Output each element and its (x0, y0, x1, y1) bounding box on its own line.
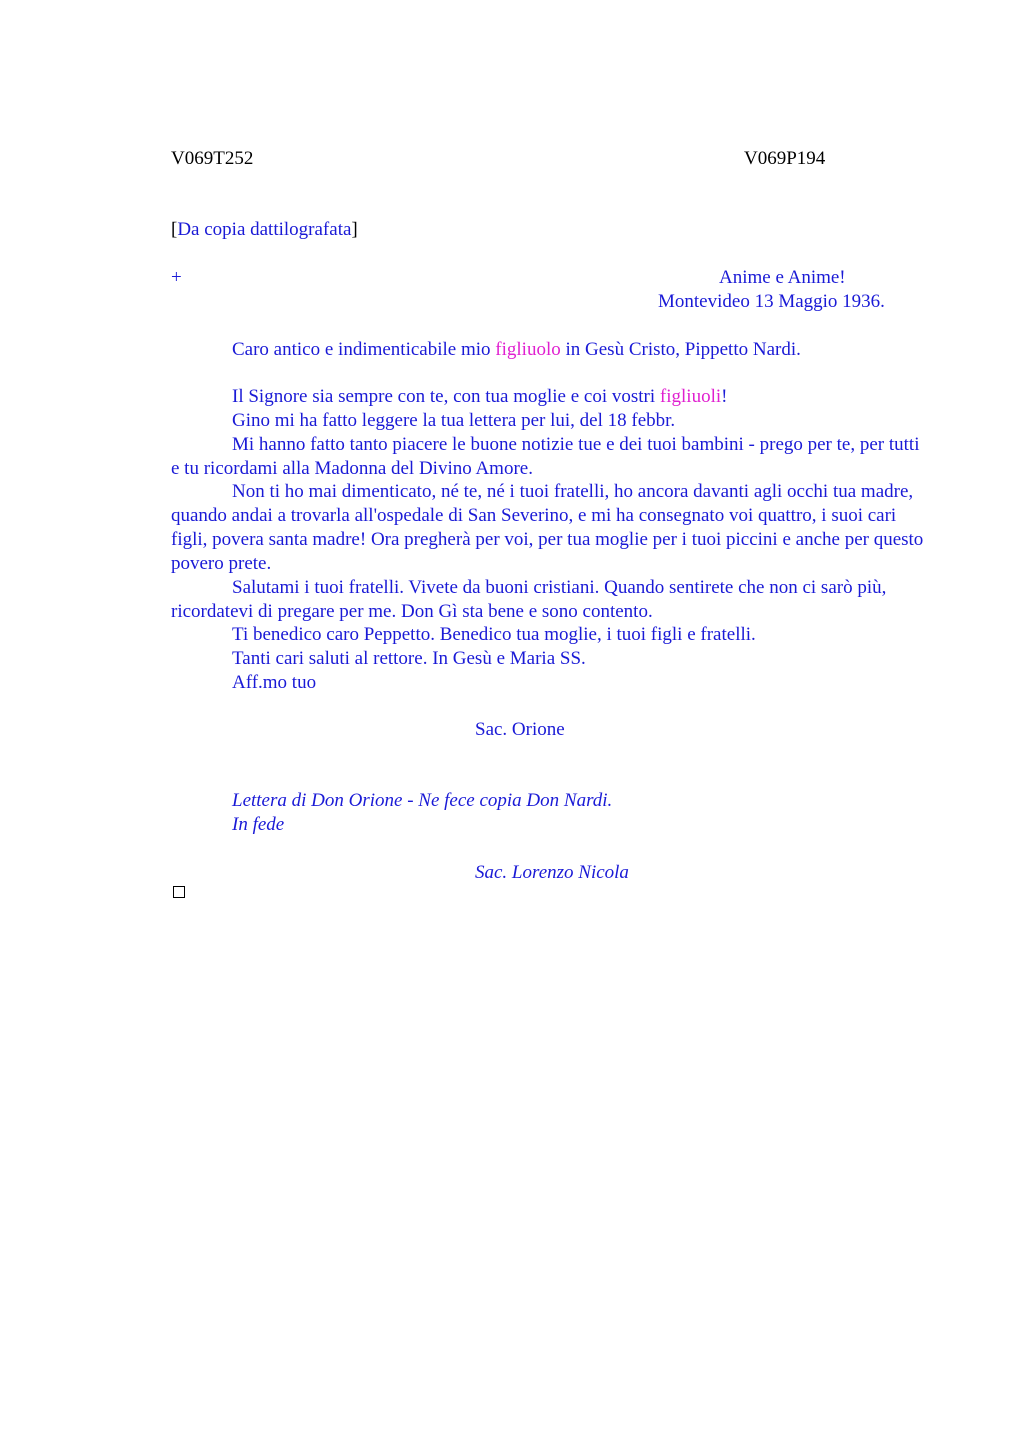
place-date-line: Montevideo 13 Maggio 1936. (658, 291, 885, 312)
body-paragraph: Salutami i tuoi fratelli. Vivete da buoni cristiani. Quando sentirete che non ci sarò più, ricordatevi di pregare per me. Don Gì sta bene e sono contento. (171, 577, 887, 622)
greeting-highlight: figliuoli (659, 386, 722, 407)
source-note (171, 218, 358, 242)
greeting-before: Il Signore sia sempre con te, con tua moglie e coi vostri (232, 386, 660, 407)
body-paragraph: Gino mi ha fatto leggere la tua lettera per lui, del 18 febbr. (232, 410, 676, 431)
salutation-highlight: figliuolo (495, 339, 561, 360)
cross-symbol: + (171, 267, 182, 288)
salutation-line (232, 338, 801, 362)
copy-note-line: Lettera di Don Orione - Ne fece copia Don Nardi. (232, 790, 613, 811)
salutation-after: in Gesù Cristo, Pippetto Nardi. (560, 339, 801, 360)
greeting-line (232, 385, 727, 409)
body-paragraph: Aff.mo tuo (232, 672, 317, 693)
source-note-open-bracket: [ (171, 219, 178, 240)
body-paragraph: Tanti cari saluti al rettore. In Gesù e Maria SS. (232, 648, 586, 669)
copy-note-line: In fede (232, 814, 285, 835)
body-paragraph: Mi hanno fatto tanto piacere le buone notizie tue e dei tuoi bambini - prego per te, per tutti e tu ricordami alla Madonna del Divino Amore. (171, 434, 920, 479)
body-paragraph: Ti benedico caro Peppetto. Benedico tua moglie, i tuoi figli e fratelli. (232, 624, 756, 645)
document-code-right: V069P194 (744, 148, 826, 169)
document-code-left: V069T252 (171, 148, 254, 169)
motto-line: Anime e Anime! (719, 267, 846, 288)
salutation-before: Caro antico e indimenticabile mio (232, 339, 496, 360)
end-marker-box-icon (173, 886, 185, 898)
source-note-text: Da copia dattilografata (177, 219, 352, 240)
body-paragraph: Non ti ho mai dimenticato, né te, né i tuoi fratelli, ho ancora davanti agli occhi tua madre, quando andai a trovarla all'ospedale di San Severino, e mi ha consegnato voi quattro, i suoi cari figli, povera santa madre! Ora pregherà per voi, per tua moglie per i tuoi piccini e anche per questo povero prete. (171, 481, 924, 574)
note-signature: Sac. Lorenzo Nicola (475, 862, 629, 883)
source-note-close-bracket: ] (351, 219, 358, 240)
greeting-after: ! (721, 386, 728, 407)
signature: Sac. Orione (475, 719, 565, 740)
